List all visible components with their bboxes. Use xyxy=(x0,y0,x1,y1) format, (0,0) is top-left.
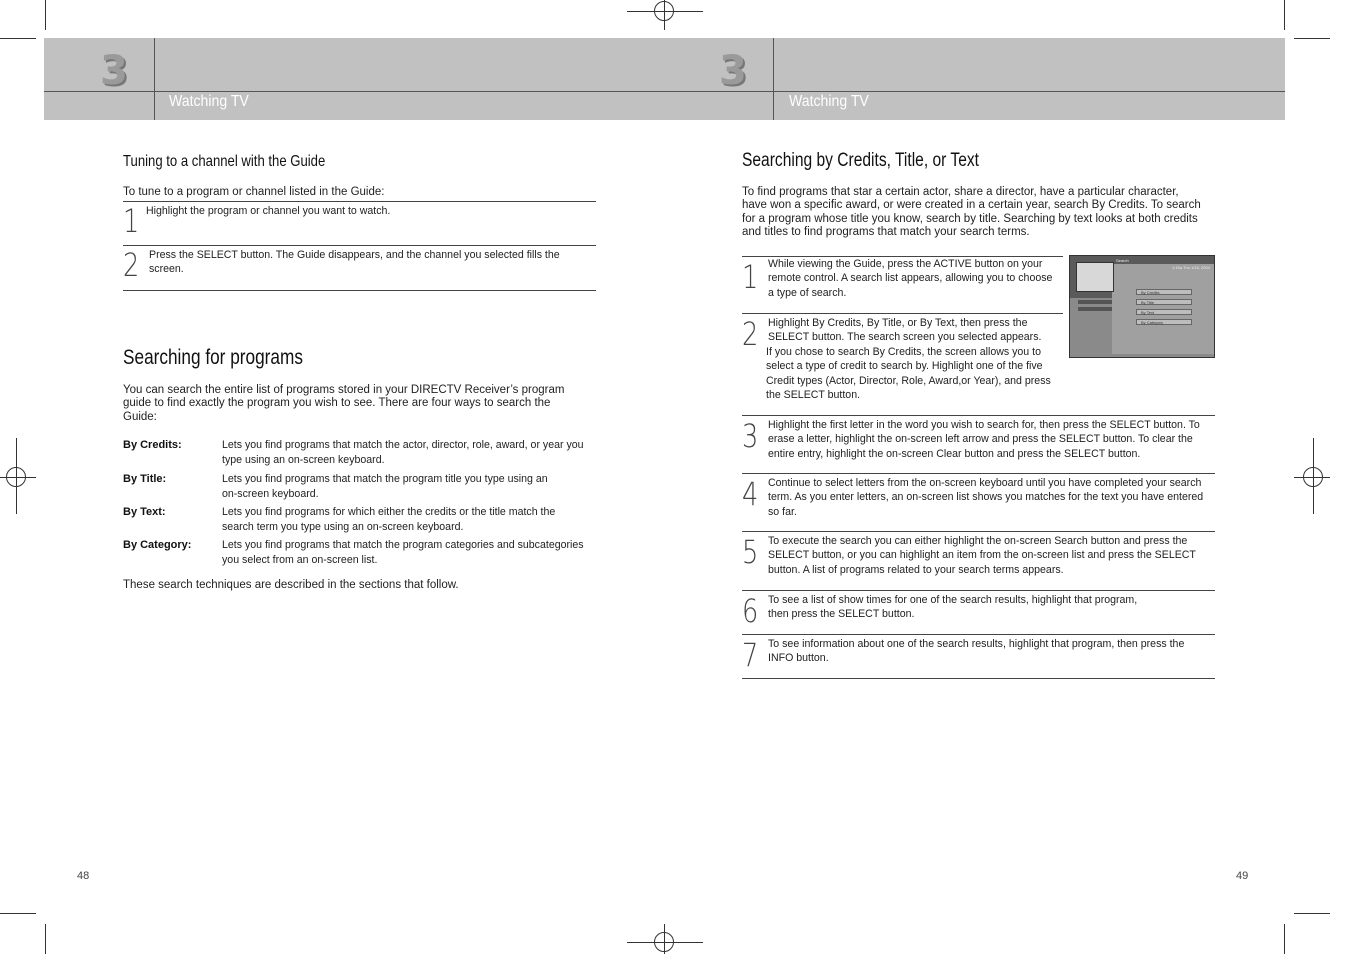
page-number: 49 xyxy=(1236,870,1249,882)
term-definition: Lets you find programs for which either the credits or the title match the search term you type using an on-screen keyboard. xyxy=(222,506,556,533)
crop-mark xyxy=(1284,924,1285,954)
registration-circle xyxy=(1303,467,1323,487)
divider xyxy=(742,313,1063,314)
step-number: 1 xyxy=(742,258,759,296)
term-label: By Title: xyxy=(123,473,167,485)
term-label: By Text: xyxy=(123,506,166,518)
divider xyxy=(123,290,596,291)
page-number: 48 xyxy=(77,870,90,882)
search-outro: These search techniques are described in the sections that follow. xyxy=(123,579,459,591)
term-label: By Category: xyxy=(123,539,192,551)
credits-intro: To find programs that star a certain actor, share a director, have a particular character, have won a specific award, or were created in a certain year, search By Credits. To search for a program whose title you know, search by title. Searching by text looks at both credits and titles to find programs that match your search terms. xyxy=(742,186,1201,239)
term-definition: Lets you find programs that match the actor, director, role, award, or year you type using an on-screen keyboard. xyxy=(222,439,584,466)
step-number: 7 xyxy=(742,636,759,674)
screen-title: Search xyxy=(1116,258,1129,263)
divider xyxy=(742,473,1215,474)
divider xyxy=(742,634,1215,635)
screen-option: By Title xyxy=(1136,299,1192,305)
step-number: 2 xyxy=(123,246,140,284)
screen-side-item xyxy=(1078,300,1112,304)
registration-circle xyxy=(654,1,674,21)
step-text: Press the SELECT button. The Guide disappears, and the channel you selected fills the screen. xyxy=(149,249,560,276)
step-number: 4 xyxy=(742,475,759,513)
crop-mark xyxy=(1294,38,1330,39)
divider xyxy=(742,678,1215,679)
chapter-number: 3 xyxy=(719,48,747,94)
step-text: Continue to select letters from the on-screen keyboard until you have completed your search term. As you enter letters, an on-screen list shows you matches for the text you have entered so far. xyxy=(768,477,1204,518)
section-label: Watching TV xyxy=(789,93,869,110)
screen-time: 1:15a Thu 1/15, 2004 xyxy=(1172,265,1210,270)
term-label: By Credits: xyxy=(123,439,182,451)
header-divider xyxy=(44,91,1285,92)
step-text: To see information about one of the search results, highlight that program, then press the INFO button. xyxy=(768,638,1185,665)
screen-side-item xyxy=(1078,307,1112,311)
term-definition: Lets you find programs that match the program title you type using an on-screen keyboard. xyxy=(222,473,548,500)
search-screen-image xyxy=(1069,255,1215,358)
guide-heading: Tuning to a channel with the Guide xyxy=(123,153,326,170)
step-text: Highlight By Credits, By Title, or By Text, then press the SELECT button. The search screen you selected appears. xyxy=(768,317,1042,344)
step-number: 3 xyxy=(742,417,759,455)
term-definition: Lets you find programs that match the program categories and subcategories you select from an on-screen list. xyxy=(222,539,584,566)
step-text: Highlight the program or channel you want to watch. xyxy=(146,205,391,217)
step-number: 5 xyxy=(742,533,759,571)
divider xyxy=(123,201,596,202)
header-separator xyxy=(773,38,774,120)
divider xyxy=(742,590,1215,591)
crop-mark xyxy=(0,38,36,39)
step-number: 1 xyxy=(123,202,140,240)
guide-intro: To tune to a program or channel listed in the Guide: xyxy=(123,186,385,198)
chapter-number: 3 xyxy=(100,48,128,94)
divider xyxy=(742,531,1215,532)
step-note: If you chose to search By Credits, the screen allows you to select a type of credit to search by. Highlight one of the five Credit types (Actor, Director, Role, Award,or Year), and press the SELECT button. xyxy=(766,346,1051,402)
video-thumbnail xyxy=(1076,262,1114,292)
step-text: Highlight the first letter in the word you wish to search for, then press the SELECT button. To erase a letter, highlight the on-screen left arrow and press the SELECT button. To clear the entire entry, highlight the on-screen Clear button and press the SELECT button. xyxy=(768,419,1200,460)
divider xyxy=(123,245,596,246)
registration-circle xyxy=(654,932,674,952)
crop-mark xyxy=(45,0,46,30)
step-text: While viewing the Guide, press the ACTIVE button on your remote control. A search list appears, allowing you to choose a type of search. xyxy=(768,258,1053,299)
search-intro: You can search the entire list of programs stored in your DIRECTV Receiver’s program guide to find exactly the program you wish to see. There are four ways to search the Guide: xyxy=(123,384,565,423)
screen-option: By Category xyxy=(1136,319,1192,325)
screen-option: By Credits xyxy=(1136,289,1192,295)
credits-heading: Searching by Credits, Title, or Text xyxy=(742,150,979,171)
divider xyxy=(742,415,1215,416)
search-heading: Searching for programs xyxy=(123,346,303,369)
crop-mark xyxy=(1284,0,1285,30)
crop-mark xyxy=(45,924,46,954)
step-number: 2 xyxy=(742,315,759,353)
step-number: 6 xyxy=(742,592,759,630)
crop-mark xyxy=(0,913,36,914)
screen-option: By Text xyxy=(1136,309,1192,315)
header-separator xyxy=(154,38,155,120)
step-text: To execute the search you can either highlight the on-screen Search button and press the SELECT button, or you can highlight an item from the on-screen list and press the SELECT button. A list of programs related to your search terms appears. xyxy=(768,535,1196,576)
crop-mark xyxy=(1294,913,1330,914)
registration-circle xyxy=(6,467,26,487)
section-label: Watching TV xyxy=(169,93,249,110)
step-text: To see a list of show times for one of the search results, highlight that program, then press the SELECT button. xyxy=(768,594,1138,621)
